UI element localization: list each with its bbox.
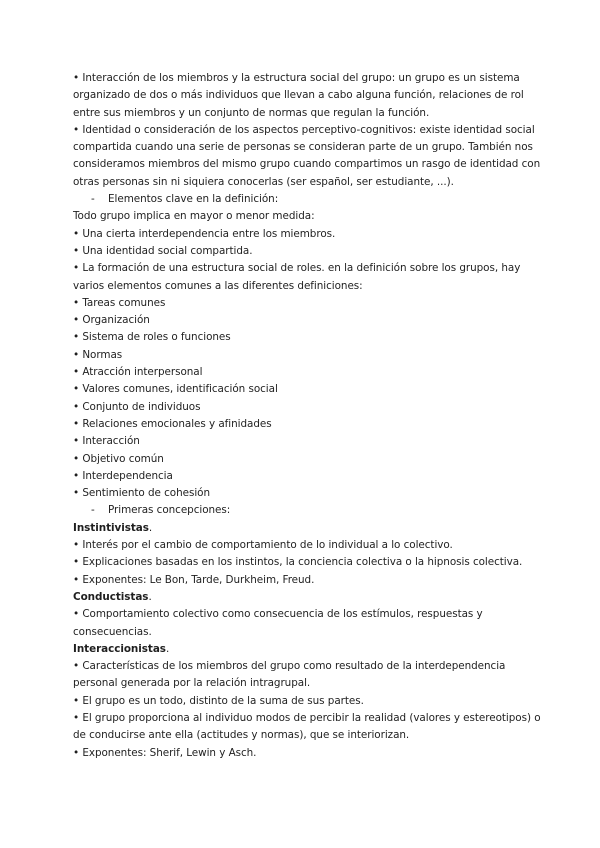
section-heading: [73, 589, 533, 606]
text-line: [73, 727, 533, 744]
text-line: [73, 624, 533, 641]
text-line: [73, 278, 533, 295]
dash-item-text: Primeras concepciones:: [108, 504, 231, 517]
text-line-content: • Relaciones emocionales y afinidades: [73, 417, 272, 430]
text-line-content: varios elementos comunes a las diferentes definiciones:: [73, 279, 363, 292]
text-line: [73, 658, 533, 675]
text-line-content: • Interés por el cambio de comportamiento de lo individual a lo colectivo.: [73, 539, 453, 552]
text-line-content: • Explicaciones basadas en los instintos, la conciencia colectiva o la hipnosis colectiva.: [73, 556, 523, 569]
section-heading-text: Interaccionistas: [73, 642, 166, 655]
text-line: [73, 312, 533, 329]
text-line: [73, 226, 533, 243]
text-line-content: • Identidad o consideración de los aspectos perceptivo-cognitivos: existe identidad social: [73, 123, 535, 136]
text-line: [73, 139, 533, 156]
text-line-content: otras personas sin ni siquiera conocerlas (ser español, ser estudiante, ...).: [73, 175, 454, 188]
text-line-content: • Sentimiento de cohesión: [73, 487, 211, 500]
text-line-content: • Una cierta interdependencia entre los miembros.: [73, 227, 336, 240]
text-line-content: compartida cuando una serie de personas se consideran parte de un grupo. También nos: [73, 141, 533, 154]
text-line: [73, 745, 533, 762]
dash-item-text: Elementos clave en la definición:: [108, 193, 279, 206]
section-heading: [73, 641, 533, 658]
text-line-content: • Tareas comunes: [73, 296, 166, 309]
text-line-content: • Normas: [73, 348, 123, 361]
text-line-content: • Comportamiento colectivo como consecuencia de los estímulos, respuestas y: [73, 608, 483, 621]
section-heading-suffix: .: [148, 521, 153, 534]
text-line: [73, 693, 533, 710]
text-line-content: • Características de los miembros del grupo como resultado de la interdependencia: [73, 660, 506, 673]
text-line: [73, 174, 533, 191]
text-line: [73, 572, 533, 589]
text-line-content: entre sus miembros y un conjunto de normas que regulan la función.: [73, 106, 430, 119]
text-line: [73, 416, 533, 433]
dash-marker: -: [91, 504, 95, 517]
text-line-content: consideramos miembros del mismo grupo cuando compartimos un rasgo de identidad con: [73, 158, 541, 171]
text-line: [73, 87, 533, 104]
text-line: [73, 675, 533, 692]
text-line: [73, 433, 533, 450]
text-line-content: consecuencias.: [73, 625, 152, 638]
text-line-content: • El grupo es un todo, distinto de la suma de sus partes.: [73, 694, 364, 707]
text-line: [73, 381, 533, 398]
text-line-content: • Atracción interpersonal: [73, 366, 203, 379]
text-line: [73, 554, 533, 571]
text-line: [73, 243, 533, 260]
text-line: [73, 364, 533, 381]
text-line-content: organizado de dos o más individuos que llevan a cabo alguna función, relaciones de rol: [73, 89, 524, 102]
text-line-content: • Interdependencia: [73, 469, 173, 482]
text-line: [73, 399, 533, 416]
text-line-content: • Sistema de roles o funciones: [73, 331, 231, 344]
text-line-content: Todo grupo implica en mayor o menor medida:: [73, 210, 315, 223]
text-line-content: personal generada por la relación intragrupal.: [73, 677, 311, 690]
list-dash-item: [73, 191, 533, 208]
text-line-content: • Exponentes: Sherif, Lewin y Asch.: [73, 746, 257, 759]
section-heading-text: Instintivistas: [73, 521, 149, 534]
text-line: [73, 208, 533, 225]
text-line: [73, 156, 541, 173]
text-line-content: • Interacción: [73, 435, 140, 448]
list-dash-item: [73, 502, 533, 519]
text-line: [73, 710, 541, 727]
section-heading-suffix: .: [165, 642, 170, 655]
text-line: [73, 485, 533, 502]
text-line-content: • Valores comunes, identificación social: [73, 383, 278, 396]
section-heading-suffix: .: [148, 590, 152, 603]
text-line: [73, 468, 533, 485]
text-line-content: • Interacción de los miembros y la estructura social del grupo: un grupo es un sistema: [73, 72, 520, 84]
text-line-content: • Conjunto de individuos: [73, 400, 201, 413]
text-line-content: • Objetivo común: [73, 452, 164, 465]
document-body: [73, 70, 541, 762]
text-line: [73, 537, 533, 554]
text-line-content: de conducirse ante ella (actitudes y normas), que se interiorizan.: [73, 729, 410, 742]
section-heading: [73, 520, 533, 537]
text-line: [73, 347, 533, 364]
section-heading-text: Conductistas: [73, 590, 149, 603]
text-line: [73, 70, 533, 87]
text-line-content: • La formación de una estructura social de roles. en la definición sobre los grupos, hay: [73, 262, 521, 275]
text-line: [73, 260, 533, 277]
text-line-content: • Organización: [73, 314, 150, 327]
text-line: [73, 295, 533, 312]
text-line-content: • Exponentes: Le Bon, Tarde, Durkheim, Freud.: [73, 573, 315, 586]
text-line-content: • Una identidad social compartida.: [73, 244, 253, 257]
text-line: [73, 606, 533, 623]
text-line-content: • El grupo proporciona al individuo modos de percibir la realidad (valores y estereotipos) o: [73, 711, 541, 724]
dash-marker: -: [91, 193, 95, 206]
text-line: [73, 122, 533, 139]
text-line: [73, 329, 533, 346]
text-line: [73, 451, 533, 468]
text-line: [73, 105, 533, 122]
